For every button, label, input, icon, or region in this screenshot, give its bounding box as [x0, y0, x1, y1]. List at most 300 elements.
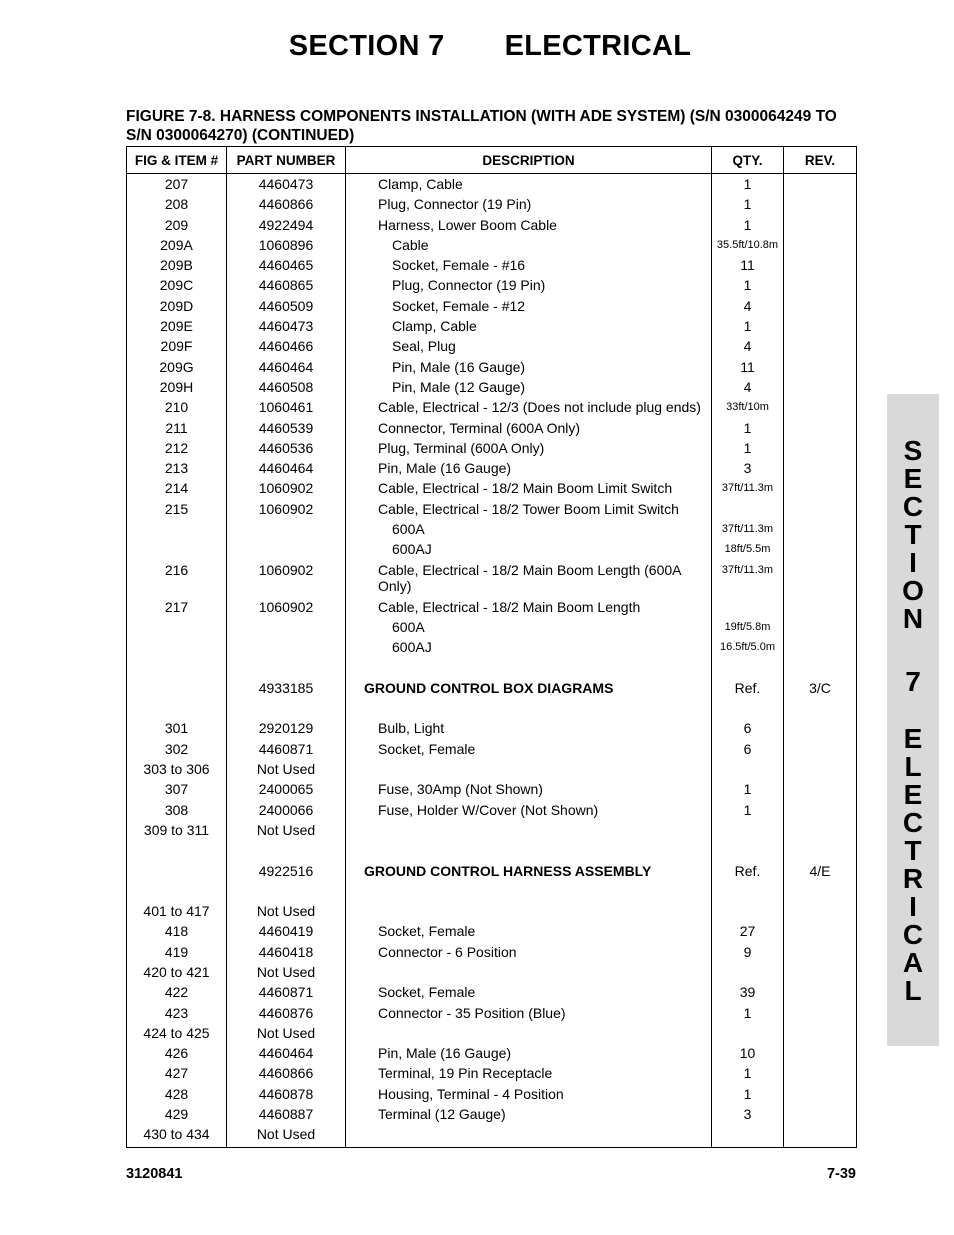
- table-row: [127, 923, 857, 943]
- part-number-cell: 4460464: [227, 359, 346, 379]
- fig-item-cell: 301: [127, 720, 227, 740]
- table-row: [127, 741, 857, 761]
- table-row: [127, 1025, 857, 1045]
- table-row: [127, 480, 857, 500]
- table-row: [127, 174, 857, 197]
- fig-item-cell: [127, 541, 227, 561]
- description-cell: Clamp, Cable: [346, 174, 712, 197]
- fig-item-cell: 208: [127, 196, 227, 216]
- part-number-cell: [227, 883, 346, 903]
- description-cell: Cable, Electrical - 18/2 Main Boom Length: [346, 599, 712, 619]
- part-number-cell: 1060902: [227, 501, 346, 521]
- qty-cell: 11: [712, 257, 784, 277]
- fig-item-cell: [127, 842, 227, 862]
- rev-cell: [784, 399, 857, 419]
- description-cell: Socket, Female - #16: [346, 257, 712, 277]
- fig-item-cell: 209E: [127, 318, 227, 338]
- qty-cell: 16.5ft/5.0m: [712, 639, 784, 659]
- column-header-description: DESCRIPTION: [346, 147, 712, 174]
- part-number-cell: [227, 639, 346, 659]
- side-tab-letter: L: [904, 751, 922, 782]
- section-label: SECTION 7: [288, 30, 445, 62]
- description-cell: Harness, Lower Boom Cable: [346, 217, 712, 237]
- description-cell: Socket, Female: [346, 741, 712, 761]
- fig-item-cell: 212: [127, 440, 227, 460]
- fig-item-cell: 207: [127, 174, 227, 197]
- fig-item-cell: 418: [127, 923, 227, 943]
- qty-cell: [712, 1126, 784, 1147]
- table-row: [127, 639, 857, 659]
- side-tab-letter: C: [902, 491, 924, 522]
- part-number-cell: 1060902: [227, 480, 346, 500]
- column-header-part-number: PART NUMBER: [227, 147, 346, 174]
- rev-cell: [784, 619, 857, 639]
- rev-cell: [784, 700, 857, 720]
- fig-item-cell: 209B: [127, 257, 227, 277]
- table-row: [127, 257, 857, 277]
- table-row: [127, 720, 857, 740]
- rev-cell: [784, 1065, 857, 1085]
- rev-cell: [784, 217, 857, 237]
- part-number-cell: 4460466: [227, 338, 346, 358]
- fig-item-cell: 209C: [127, 277, 227, 297]
- fig-item-cell: 401 to 417: [127, 903, 227, 923]
- qty-cell: Ref.: [712, 863, 784, 883]
- qty-cell: 4: [712, 338, 784, 358]
- side-tab-letter: E: [903, 779, 923, 810]
- side-tab-letter: S: [903, 435, 923, 466]
- qty-cell: Ref.: [712, 680, 784, 700]
- description-cell: Socket, Female: [346, 984, 712, 1004]
- column-header-rev: REV.: [784, 147, 857, 174]
- table-row: [127, 680, 857, 700]
- description-cell: Connector - 6 Position: [346, 944, 712, 964]
- qty-cell: 1: [712, 174, 784, 197]
- fig-item-cell: 217: [127, 599, 227, 619]
- part-number-cell: 1060461: [227, 399, 346, 419]
- side-tab-letter: T: [904, 835, 922, 866]
- description-cell: [346, 842, 712, 862]
- description-cell: [346, 1126, 712, 1147]
- table-row: [127, 964, 857, 984]
- part-number-cell: 1060902: [227, 599, 346, 619]
- fig-item-cell: [127, 863, 227, 883]
- rev-cell: [784, 1106, 857, 1126]
- table-row: [127, 318, 857, 338]
- rev-cell: [784, 903, 857, 923]
- rev-cell: [784, 883, 857, 903]
- qty-cell: 33ft/10m: [712, 399, 784, 419]
- rev-cell: [784, 639, 857, 659]
- rev-cell: [784, 1126, 857, 1147]
- rev-cell: [784, 338, 857, 358]
- part-number-cell: 1060902: [227, 562, 346, 599]
- table-row: [127, 944, 857, 964]
- part-number-cell: 4460465: [227, 257, 346, 277]
- side-tab-letter: I: [909, 547, 917, 578]
- table-row: [127, 440, 857, 460]
- description-cell: GROUND CONTROL HARNESS ASSEMBLY: [346, 863, 712, 883]
- table-row: [127, 1065, 857, 1085]
- section-title: [0, 30, 954, 63]
- fig-item-cell: [127, 680, 227, 700]
- rev-cell: [784, 174, 857, 197]
- table-row: [127, 863, 857, 883]
- table-row: [127, 761, 857, 781]
- description-cell: Cable, Electrical - 12/3 (Does not include plug ends): [346, 399, 712, 419]
- qty-cell: [712, 599, 784, 619]
- description-cell: Connector - 35 Position (Blue): [346, 1005, 712, 1025]
- description-cell: Bulb, Light: [346, 720, 712, 740]
- side-tab-letter: I: [909, 891, 917, 922]
- qty-cell: [712, 660, 784, 680]
- rev-cell: [784, 298, 857, 318]
- part-number-cell: [227, 521, 346, 541]
- qty-cell: [712, 883, 784, 903]
- part-number-cell: 2400065: [227, 781, 346, 801]
- fig-item-cell: 424 to 425: [127, 1025, 227, 1045]
- rev-cell: [784, 277, 857, 297]
- part-number-cell: 4460464: [227, 460, 346, 480]
- description-cell: GROUND CONTROL BOX DIAGRAMS: [346, 680, 712, 700]
- rev-cell: [784, 984, 857, 1004]
- qty-cell: 1: [712, 440, 784, 460]
- qty-cell: 37ft/11.3m: [712, 562, 784, 599]
- fig-item-cell: [127, 700, 227, 720]
- qty-cell: [712, 761, 784, 781]
- table-header-row: [127, 147, 857, 174]
- fig-item-cell: 428: [127, 1086, 227, 1106]
- part-number-cell: 4460508: [227, 379, 346, 399]
- table-row: [127, 1005, 857, 1025]
- description-cell: 600A: [346, 521, 712, 541]
- rev-cell: [784, 318, 857, 338]
- part-number-cell: 4922516: [227, 863, 346, 883]
- description-cell: 600AJ: [346, 639, 712, 659]
- rev-cell: [784, 420, 857, 440]
- side-tab-letter: E: [903, 723, 923, 754]
- fig-item-cell: 423: [127, 1005, 227, 1025]
- fig-item-cell: 427: [127, 1065, 227, 1085]
- fig-item-cell: 214: [127, 480, 227, 500]
- table-row: [127, 338, 857, 358]
- rev-cell: [784, 822, 857, 842]
- table-row: [127, 1045, 857, 1065]
- rev-cell: [784, 842, 857, 862]
- fig-item-cell: 429: [127, 1106, 227, 1126]
- description-cell: 600A: [346, 619, 712, 639]
- table-row: [127, 984, 857, 1004]
- description-cell: Housing, Terminal - 4 Position: [346, 1086, 712, 1106]
- part-number-cell: 4922494: [227, 217, 346, 237]
- qty-cell: 39: [712, 984, 784, 1004]
- qty-cell: 1: [712, 1005, 784, 1025]
- description-cell: Terminal (12 Gauge): [346, 1106, 712, 1126]
- qty-cell: 1: [712, 318, 784, 338]
- table-row: [127, 501, 857, 521]
- part-number-cell: Not Used: [227, 1025, 346, 1045]
- fig-item-cell: [127, 521, 227, 541]
- table-row: [127, 562, 857, 599]
- description-cell: Cable, Electrical - 18/2 Main Boom Limit Switch: [346, 480, 712, 500]
- part-number-cell: 4460473: [227, 318, 346, 338]
- fig-item-cell: 430 to 434: [127, 1126, 227, 1147]
- qty-cell: 1: [712, 1086, 784, 1106]
- qty-cell: [712, 842, 784, 862]
- qty-cell: 9: [712, 944, 784, 964]
- fig-item-cell: 309 to 311: [127, 822, 227, 842]
- part-number-cell: 4460464: [227, 1045, 346, 1065]
- qty-cell: [712, 700, 784, 720]
- part-number-cell: 4460539: [227, 420, 346, 440]
- fig-item-cell: [127, 619, 227, 639]
- qty-cell: [712, 822, 784, 842]
- section-side-tab: [887, 394, 939, 1046]
- rev-cell: [784, 720, 857, 740]
- description-cell: Terminal, 19 Pin Receptacle: [346, 1065, 712, 1085]
- description-cell: [346, 883, 712, 903]
- table-row: [127, 781, 857, 801]
- fig-item-cell: [127, 660, 227, 680]
- table-row: [127, 521, 857, 541]
- description-cell: Pin, Male (16 Gauge): [346, 460, 712, 480]
- qty-cell: 3: [712, 460, 784, 480]
- qty-cell: [712, 501, 784, 521]
- section-name: ELECTRICAL: [504, 30, 692, 62]
- qty-cell: 3: [712, 1106, 784, 1126]
- column-header-qty: QTY.: [712, 147, 784, 174]
- description-cell: Seal, Plug: [346, 338, 712, 358]
- description-cell: Fuse, 30Amp (Not Shown): [346, 781, 712, 801]
- fig-item-cell: 216: [127, 562, 227, 599]
- side-tab-letter: A: [902, 947, 924, 978]
- part-number-cell: 2400066: [227, 802, 346, 822]
- rev-cell: [784, 761, 857, 781]
- description-cell: [346, 903, 712, 923]
- qty-cell: [712, 1025, 784, 1045]
- description-cell: [346, 822, 712, 842]
- fig-item-cell: 213: [127, 460, 227, 480]
- side-tab-letter: L: [904, 975, 922, 1006]
- description-cell: Cable, Electrical - 18/2 Main Boom Length (600A Only): [346, 562, 712, 599]
- table-row: [127, 1106, 857, 1126]
- description-cell: Pin, Male (16 Gauge): [346, 1045, 712, 1065]
- rev-cell: [784, 802, 857, 822]
- fig-item-cell: 308: [127, 802, 227, 822]
- qty-cell: 1: [712, 420, 784, 440]
- part-number-cell: Not Used: [227, 822, 346, 842]
- qty-cell: [712, 903, 784, 923]
- fig-item-cell: 303 to 306: [127, 761, 227, 781]
- part-number-cell: [227, 700, 346, 720]
- table-row: [127, 277, 857, 297]
- rev-cell: [784, 196, 857, 216]
- description-cell: Pin, Male (16 Gauge): [346, 359, 712, 379]
- part-number-cell: Not Used: [227, 761, 346, 781]
- part-number-cell: 4460865: [227, 277, 346, 297]
- description-cell: Plug, Connector (19 Pin): [346, 196, 712, 216]
- fig-item-cell: 209D: [127, 298, 227, 318]
- table-row: [127, 217, 857, 237]
- table-row: [127, 541, 857, 561]
- part-number-cell: 4933185: [227, 680, 346, 700]
- table-row: [127, 619, 857, 639]
- qty-cell: 1: [712, 196, 784, 216]
- description-cell: [346, 761, 712, 781]
- qty-cell: 4: [712, 379, 784, 399]
- table-row: [127, 842, 857, 862]
- rev-cell: [784, 501, 857, 521]
- part-number-cell: 4460473: [227, 174, 346, 197]
- table-row: [127, 822, 857, 842]
- description-cell: [346, 700, 712, 720]
- qty-cell: 4: [712, 298, 784, 318]
- fig-item-cell: 422: [127, 984, 227, 1004]
- part-number-cell: 4460509: [227, 298, 346, 318]
- table-row: [127, 802, 857, 822]
- qty-cell: 11: [712, 359, 784, 379]
- fig-item-cell: 302: [127, 741, 227, 761]
- qty-cell: 19ft/5.8m: [712, 619, 784, 639]
- table-row: [127, 399, 857, 419]
- part-number-cell: Not Used: [227, 1126, 346, 1147]
- rev-cell: [784, 741, 857, 761]
- qty-cell: 1: [712, 781, 784, 801]
- table-row: [127, 1086, 857, 1106]
- rev-cell: [784, 440, 857, 460]
- side-tab-letter: N: [902, 603, 924, 634]
- table-row: [127, 599, 857, 619]
- description-cell: Plug, Terminal (600A Only): [346, 440, 712, 460]
- rev-cell: [784, 1005, 857, 1025]
- rev-cell: [784, 964, 857, 984]
- fig-item-cell: 209: [127, 217, 227, 237]
- rev-cell: [784, 237, 857, 257]
- description-cell: Plug, Connector (19 Pin): [346, 277, 712, 297]
- fig-item-cell: 211: [127, 420, 227, 440]
- rev-cell: 3/C: [784, 680, 857, 700]
- rev-cell: [784, 923, 857, 943]
- part-number-cell: Not Used: [227, 903, 346, 923]
- fig-item-cell: 419: [127, 944, 227, 964]
- page-number: 7-39: [826, 1166, 856, 1182]
- document-number: 3120841: [126, 1166, 183, 1182]
- rev-cell: [784, 660, 857, 680]
- part-number-cell: 4460871: [227, 984, 346, 1004]
- description-cell: Socket, Female - #12: [346, 298, 712, 318]
- table-row: [127, 196, 857, 216]
- qty-cell: 27: [712, 923, 784, 943]
- description-cell: Cable, Electrical - 18/2 Tower Boom Limit Switch: [346, 501, 712, 521]
- part-number-cell: [227, 842, 346, 862]
- rev-cell: [784, 541, 857, 561]
- table-row: [127, 903, 857, 923]
- table-row: [127, 379, 857, 399]
- parts-table: [126, 146, 857, 1148]
- rev-cell: [784, 257, 857, 277]
- qty-cell: 37ft/11.3m: [712, 480, 784, 500]
- parts-table-body: [127, 174, 857, 1148]
- rev-cell: [784, 599, 857, 619]
- rev-cell: [784, 480, 857, 500]
- fig-item-cell: 209F: [127, 338, 227, 358]
- table-row: [127, 420, 857, 440]
- qty-cell: 6: [712, 741, 784, 761]
- description-cell: Fuse, Holder W/Cover (Not Shown): [346, 802, 712, 822]
- table-row: [127, 460, 857, 480]
- description-cell: Socket, Female: [346, 923, 712, 943]
- part-number-cell: 4460876: [227, 1005, 346, 1025]
- description-cell: Cable: [346, 237, 712, 257]
- part-number-cell: 4460871: [227, 741, 346, 761]
- qty-cell: 18ft/5.5m: [712, 541, 784, 561]
- part-number-cell: 4460887: [227, 1106, 346, 1126]
- qty-cell: 6: [712, 720, 784, 740]
- part-number-cell: 2920129: [227, 720, 346, 740]
- fig-item-cell: 209A: [127, 237, 227, 257]
- side-tab-letter: R: [902, 863, 924, 894]
- part-number-cell: 4460878: [227, 1086, 346, 1106]
- description-cell: [346, 1025, 712, 1045]
- side-tab-letter: 7: [905, 666, 921, 697]
- description-cell: Connector, Terminal (600A Only): [346, 420, 712, 440]
- description-cell: Clamp, Cable: [346, 318, 712, 338]
- part-number-cell: 1060896: [227, 237, 346, 257]
- side-tab-letter: C: [902, 919, 924, 950]
- fig-item-cell: 209H: [127, 379, 227, 399]
- table-row: [127, 359, 857, 379]
- rev-cell: [784, 562, 857, 599]
- qty-cell: 1: [712, 217, 784, 237]
- qty-cell: [712, 964, 784, 984]
- qty-cell: 1: [712, 277, 784, 297]
- rev-cell: [784, 379, 857, 399]
- fig-item-cell: 215: [127, 501, 227, 521]
- figure-title: FIGURE 7-8. HARNESS COMPONENTS INSTALLATION (WITH ADE SYSTEM) (S/N 0300064249 TO S/N 0300064270) (CONTINUED): [126, 108, 837, 144]
- description-cell: [346, 964, 712, 984]
- rev-cell: [784, 521, 857, 541]
- qty-cell: 35.5ft/10.8m: [712, 237, 784, 257]
- description-cell: Pin, Male (12 Gauge): [346, 379, 712, 399]
- side-tab-letter: C: [902, 807, 924, 838]
- column-header-fig-item: FIG & ITEM #: [127, 147, 227, 174]
- fig-item-cell: 210: [127, 399, 227, 419]
- rev-cell: [784, 1086, 857, 1106]
- side-tab-letter: E: [903, 463, 923, 494]
- qty-cell: 10: [712, 1045, 784, 1065]
- qty-cell: 1: [712, 1065, 784, 1085]
- part-number-cell: 4460419: [227, 923, 346, 943]
- qty-cell: 1: [712, 802, 784, 822]
- rev-cell: [784, 1045, 857, 1065]
- rev-cell: [784, 460, 857, 480]
- fig-item-cell: 426: [127, 1045, 227, 1065]
- table-row: [127, 883, 857, 903]
- description-cell: 600AJ: [346, 541, 712, 561]
- part-number-cell: [227, 660, 346, 680]
- fig-item-cell: [127, 639, 227, 659]
- part-number-cell: 4460418: [227, 944, 346, 964]
- table-row: [127, 1126, 857, 1147]
- side-tab-letter: O: [902, 575, 924, 606]
- rev-cell: 4/E: [784, 863, 857, 883]
- rev-cell: [784, 359, 857, 379]
- fig-item-cell: 307: [127, 781, 227, 801]
- qty-cell: 37ft/11.3m: [712, 521, 784, 541]
- rev-cell: [784, 944, 857, 964]
- part-number-cell: [227, 541, 346, 561]
- fig-item-cell: 209G: [127, 359, 227, 379]
